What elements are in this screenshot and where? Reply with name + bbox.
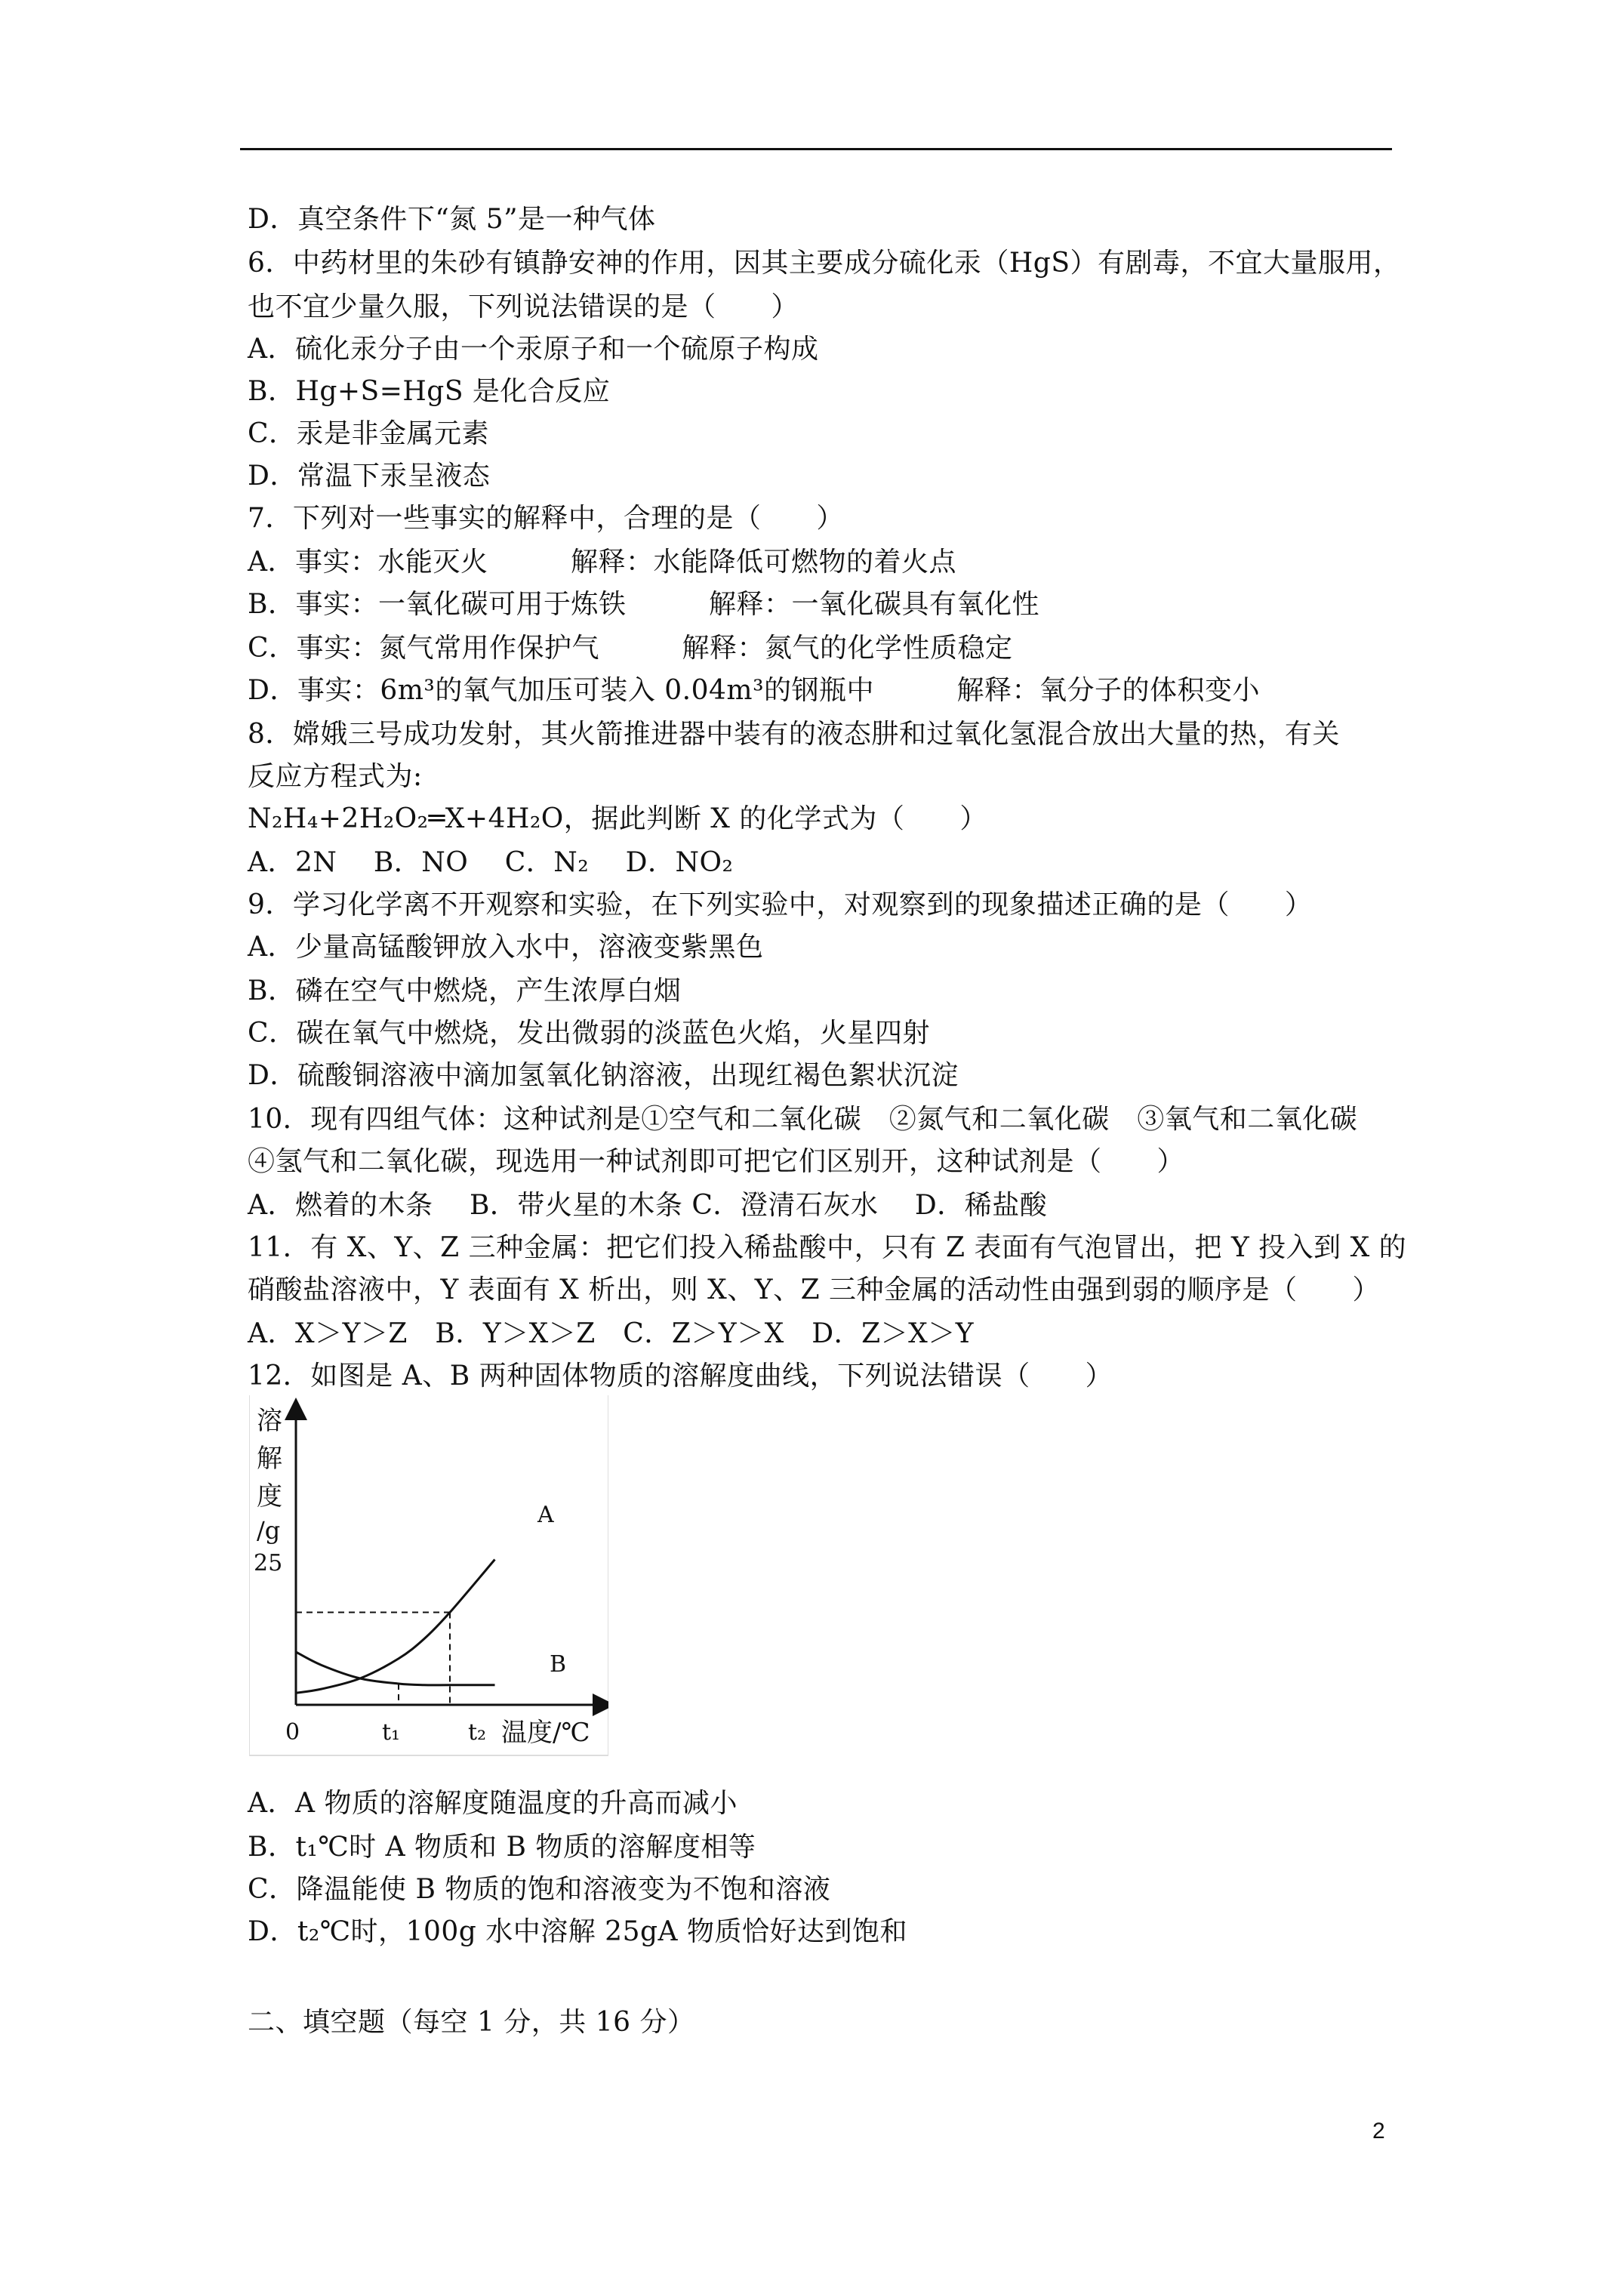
series-b-curve	[296, 1652, 495, 1685]
text-line: 硝酸盐溶液中，Y 表面有 X 析出，则 X、Y、Z 三种金属的活动性由强到弱的顺序是（ ）	[248, 1274, 1381, 1305]
text-line: 也不宜少量久服，下列说法错误的是（ ）	[248, 291, 799, 322]
y-label-char: 度	[257, 1481, 282, 1512]
text-line: A．燃着的木条 B．带火星的木条 C．澄清石灰水 D．稀盐酸	[248, 1190, 1048, 1221]
text-line: C．事实：氮气常用作保护气 解释：氮气的化学性质稳定	[248, 633, 1013, 664]
text-line: D．真空条件下“氮 5”是一种气体	[248, 204, 656, 235]
y-label-char: 解	[257, 1444, 282, 1474]
header-rule	[240, 148, 1392, 150]
origin-label: 0	[285, 1719, 300, 1746]
series-a-curve	[296, 1560, 495, 1693]
y-tick-label: 25	[254, 1550, 283, 1576]
text-line: 10．现有四组气体：这种试剂是①空气和二氧化碳 ②氮气和二氧化碳 ③氧气和二氧化碳	[248, 1104, 1358, 1135]
text-line: 11．有 X、Y、Z 三种金属：把它们投入稀盐酸中，只有 Z 表面有气泡冒出，把 Y 投入到 X 的	[248, 1232, 1407, 1263]
series-a-label: A	[537, 1502, 554, 1528]
text-line: D．事实：6m³的氧气加压可装入 0.04m³的钢瓶中 解释：氧分子的体积变小	[248, 675, 1261, 706]
section-heading: 二、填空题（每空 1 分，共 16 分）	[248, 2007, 695, 2038]
text-line: B．Hg+S=HgS 是化合反应	[248, 376, 611, 407]
text-line: B．事实：一氧化碳可用于炼铁 解释：一氧化碳具有氧化性	[248, 589, 1039, 620]
text-line: A．事实：水能灭火 解释：水能降低可燃物的着火点	[248, 547, 956, 578]
option-line: D．t₂℃时，100g 水中溶解 25gA 物质恰好达到饱和	[248, 1916, 907, 1947]
option-line: C．降温能使 B 物质的饱和溶液变为不饱和溶液	[248, 1874, 831, 1905]
text-line: N₂H₄+2H₂O₂═X+4H₂O，据此判断 X 的化学式为（ ）	[248, 803, 987, 834]
text-line: 8．嫦娥三号成功发射，其火箭推进器中装有的液态肼和过氧化氢混合放出大量的热，有关	[248, 719, 1340, 750]
text-line: C．碳在氧气中燃烧，发出微弱的淡蓝色火焰，火星四射	[248, 1018, 931, 1049]
page-number: 2	[1372, 2119, 1385, 2143]
text-line: 7．下列对一些事实的解释中，合理的是（ ）	[248, 503, 844, 534]
option-line: B．t₁℃时 A 物质和 B 物质的溶解度相等	[248, 1832, 756, 1863]
text-line: D．硫酸铜溶液中滴加氢氧化钠溶液，出现红褐色絮状沉淀	[248, 1060, 959, 1091]
series-b-label: B	[550, 1651, 567, 1678]
solubility-chart	[249, 1395, 608, 1756]
x-tick-t2: t₂	[468, 1719, 487, 1746]
x-axis-label: 温度/℃	[501, 1718, 590, 1748]
text-line: 12．如图是 A、B 两种固体物质的溶解度曲线，下列说法错误（ ）	[248, 1361, 1113, 1391]
x-tick-t1: t₁	[382, 1719, 401, 1746]
y-label-char: 溶	[257, 1406, 282, 1436]
option-line: A．A 物质的溶解度随温度的升高而减小	[248, 1788, 738, 1819]
y-label-char: /g	[257, 1516, 281, 1545]
text-line: A．硫化汞分子由一个汞原子和一个硫原子构成	[248, 334, 819, 365]
text-line: A．X＞Y＞Z B．Y＞X＞Z C．Z＞Y＞X D．Z＞X＞Y	[248, 1318, 974, 1349]
text-line: 9．学习化学离不开观察和实验，在下列实验中，对观察到的现象描述正确的是（ ）	[248, 889, 1313, 920]
text-line: A．2N B．NO C．N₂ D．NO₂	[248, 847, 734, 878]
text-line: A．少量高锰酸钾放入水中，溶液变紫黑色	[248, 932, 764, 963]
text-line: 反应方程式为:	[248, 761, 423, 792]
text-line: 6．中药材里的朱砂有镇静安神的作用，因其主要成分硫化汞（HgS）有剧毒，不宜大量服用，	[248, 248, 1401, 279]
text-line: ④氢气和二氧化碳，现选用一种试剂即可把它们区别开，这种试剂是（ ）	[248, 1146, 1185, 1177]
text-line: B．磷在空气中燃烧，产生浓厚白烟	[248, 975, 682, 1006]
text-line: C．汞是非金属元素	[248, 418, 490, 449]
text-line: D．常温下汞呈液态	[248, 461, 491, 492]
